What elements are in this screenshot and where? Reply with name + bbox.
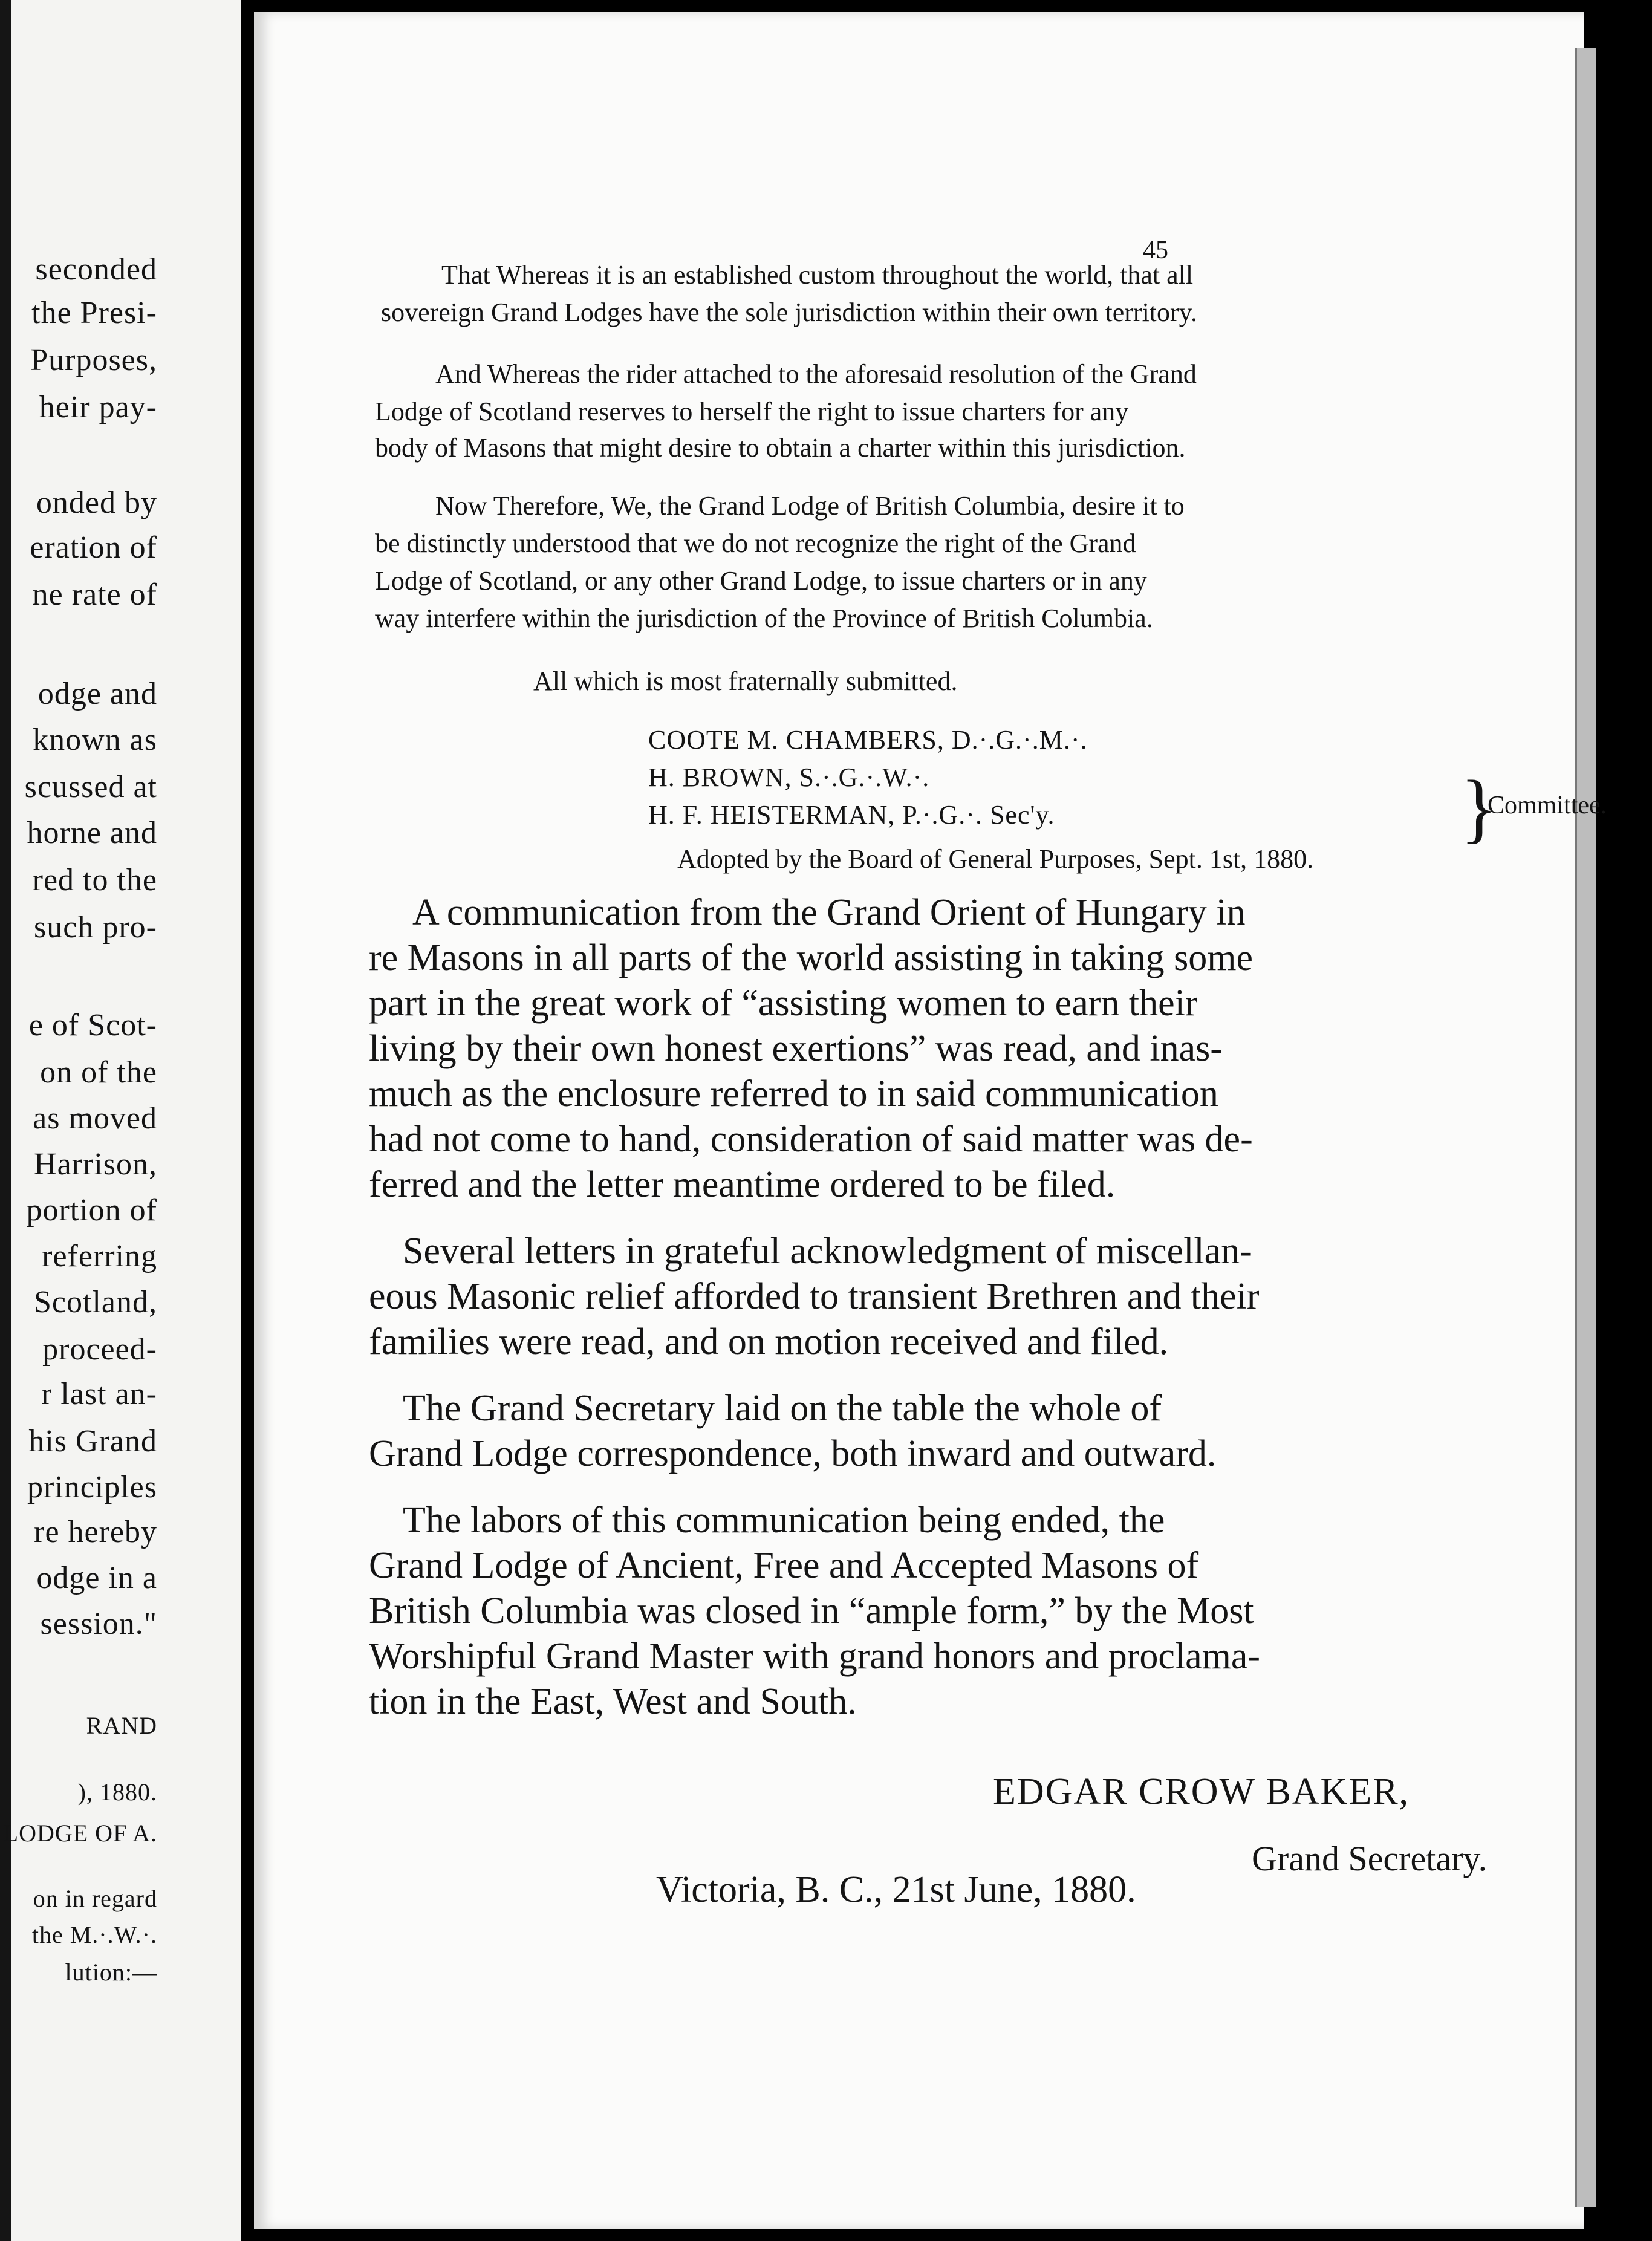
body-line-5: much as the enclosure referred to in said communication <box>369 1073 1218 1114</box>
page-number: 45 <box>1143 236 1168 264</box>
left-page-line-27: session." <box>40 1607 157 1641</box>
body-line-12: Grand Lodge correspondence, both inward and outward. <box>369 1433 1217 1474</box>
book-spine-shadow <box>0 0 11 2241</box>
committee-member-2: H. BROWN, S.·.G.·.W.·. <box>648 763 930 792</box>
left-page-line-17: Harrison, <box>34 1147 157 1182</box>
left-page-line-31: on in regard <box>33 1885 157 1912</box>
committee-brace: } <box>1460 765 1498 851</box>
resolution-line-4: Lodge of Scotland reserves to herself the right to issue charters for any <box>375 397 1129 426</box>
body-line-17: tion in the East, West and South. <box>369 1681 857 1722</box>
left-page-line-28: RAND <box>86 1712 157 1739</box>
page-edge <box>1575 48 1596 2207</box>
date-line: Victoria, B. C., 21st June, 1880. <box>656 1869 1136 1910</box>
left-page-line-3: Purposes, <box>30 343 157 377</box>
resolution-line-7: be distinctly understood that we do not recognize the right of the Grand <box>375 529 1136 558</box>
left-page-line-22: r last an- <box>41 1377 157 1411</box>
body-line-1: A communication from the Grand Orient of Hungary in <box>412 892 1246 933</box>
left-page-line-10: scussed at <box>24 770 157 804</box>
body-line-4: living by their own honest exertions” was read, and inas- <box>369 1028 1223 1069</box>
left-page-line-5: onded by <box>36 486 157 520</box>
left-page-line-4: heir pay- <box>39 390 157 424</box>
body-line-13: The labors of this communication being ended, the <box>403 1500 1165 1541</box>
resolution-line-9: way interfere within the jurisdiction of the Province of British Columbia. <box>375 603 1153 633</box>
left-page-line-7: ne rate of <box>32 577 157 612</box>
left-page-line-33: lution:— <box>65 1959 157 1986</box>
left-page-line-30: LODGE OF A. <box>3 1820 157 1847</box>
left-page-line-18: portion of <box>26 1193 157 1228</box>
signature-title: Grand Secretary. <box>1252 1839 1488 1878</box>
left-page-line-32: the M.·.W.·. <box>31 1921 157 1948</box>
adopted-line: Adopted by the Board of General Purposes, Sept. 1st, 1880. <box>677 844 1314 874</box>
body-line-8: Several letters in grateful acknowledgment of miscellan- <box>403 1231 1252 1272</box>
body-line-6: had not come to hand, consideration of said matter was de- <box>369 1119 1253 1160</box>
left-page <box>0 0 241 2241</box>
body-line-2: re Masons in all parts of the world assisting in taking some <box>369 937 1253 978</box>
resolution-line-1: That Whereas it is an established custom throughout the world, that all <box>441 260 1194 290</box>
resolution-line-8: Lodge of Scotland, or any other Grand Lodge, to issue charters or in any <box>375 566 1147 596</box>
body-line-3: part in the great work of “assisting women to earn their <box>369 983 1198 1024</box>
resolution-line-5: body of Masons that might desire to obtain a charter within this jurisdiction. <box>375 433 1186 463</box>
left-page-line-23: his Grand <box>28 1424 157 1459</box>
committee-member-3: H. F. HEISTERMAN, P.·.G.·. Sec'y. <box>648 800 1055 830</box>
left-page-line-21: proceed- <box>42 1332 157 1367</box>
left-page-line-1: seconded <box>35 252 157 287</box>
left-page-line-26: odge in a <box>36 1561 157 1595</box>
resolution-line-10: All which is most fraternally submitted. <box>533 666 958 696</box>
left-page-line-29: ), 1880. <box>77 1778 157 1806</box>
body-line-15: British Columbia was closed in “ample form,” by the Most <box>369 1590 1254 1631</box>
left-page-line-14: e of Scot- <box>28 1008 157 1042</box>
body-line-16: Worshipful Grand Master with grand honors and proclama- <box>369 1636 1261 1677</box>
left-page-line-6: eration of <box>30 530 157 565</box>
left-page-line-11: horne and <box>27 816 157 850</box>
signature-name: EDGAR CROW BAKER, <box>993 1771 1410 1812</box>
left-page-line-12: red to the <box>32 863 157 897</box>
left-page-line-13: such pro- <box>34 910 157 945</box>
resolution-line-3: And Whereas the rider attached to the aforesaid resolution of the Grand <box>435 359 1197 389</box>
left-page-line-15: on of the <box>40 1055 157 1090</box>
left-page-line-2: the Presi- <box>31 296 157 330</box>
committee-label: Committee. <box>1488 792 1607 819</box>
right-page <box>254 12 1607 2229</box>
left-page-line-19: referring <box>42 1239 157 1273</box>
body-line-11: The Grand Secretary laid on the table the whole of <box>403 1388 1162 1429</box>
body-line-10: families were read, and on motion received and filed. <box>369 1321 1169 1362</box>
left-page-line-20: Scotland, <box>34 1285 157 1319</box>
left-page-line-16: as moved <box>33 1101 157 1136</box>
left-page-line-8: odge and <box>37 677 157 711</box>
resolution-line-2: sovereign Grand Lodges have the sole jurisdiction within their own territory. <box>381 298 1197 327</box>
left-page-line-9: known as <box>33 723 157 757</box>
body-line-9: eous Masonic relief afforded to transient Brethren and their <box>369 1276 1260 1317</box>
body-line-14: Grand Lodge of Ancient, Free and Accepted Masons of <box>369 1545 1199 1586</box>
body-line-7: ferred and the letter meantime ordered to be filed. <box>369 1164 1116 1205</box>
committee-member-1: COOTE M. CHAMBERS, D.·.G.·.M.·. <box>648 725 1088 755</box>
left-page-line-25: re hereby <box>34 1515 157 1549</box>
resolution-line-6: Now Therefore, We, the Grand Lodge of British Columbia, desire it to <box>435 491 1185 521</box>
left-page-line-24: principles <box>27 1470 157 1504</box>
